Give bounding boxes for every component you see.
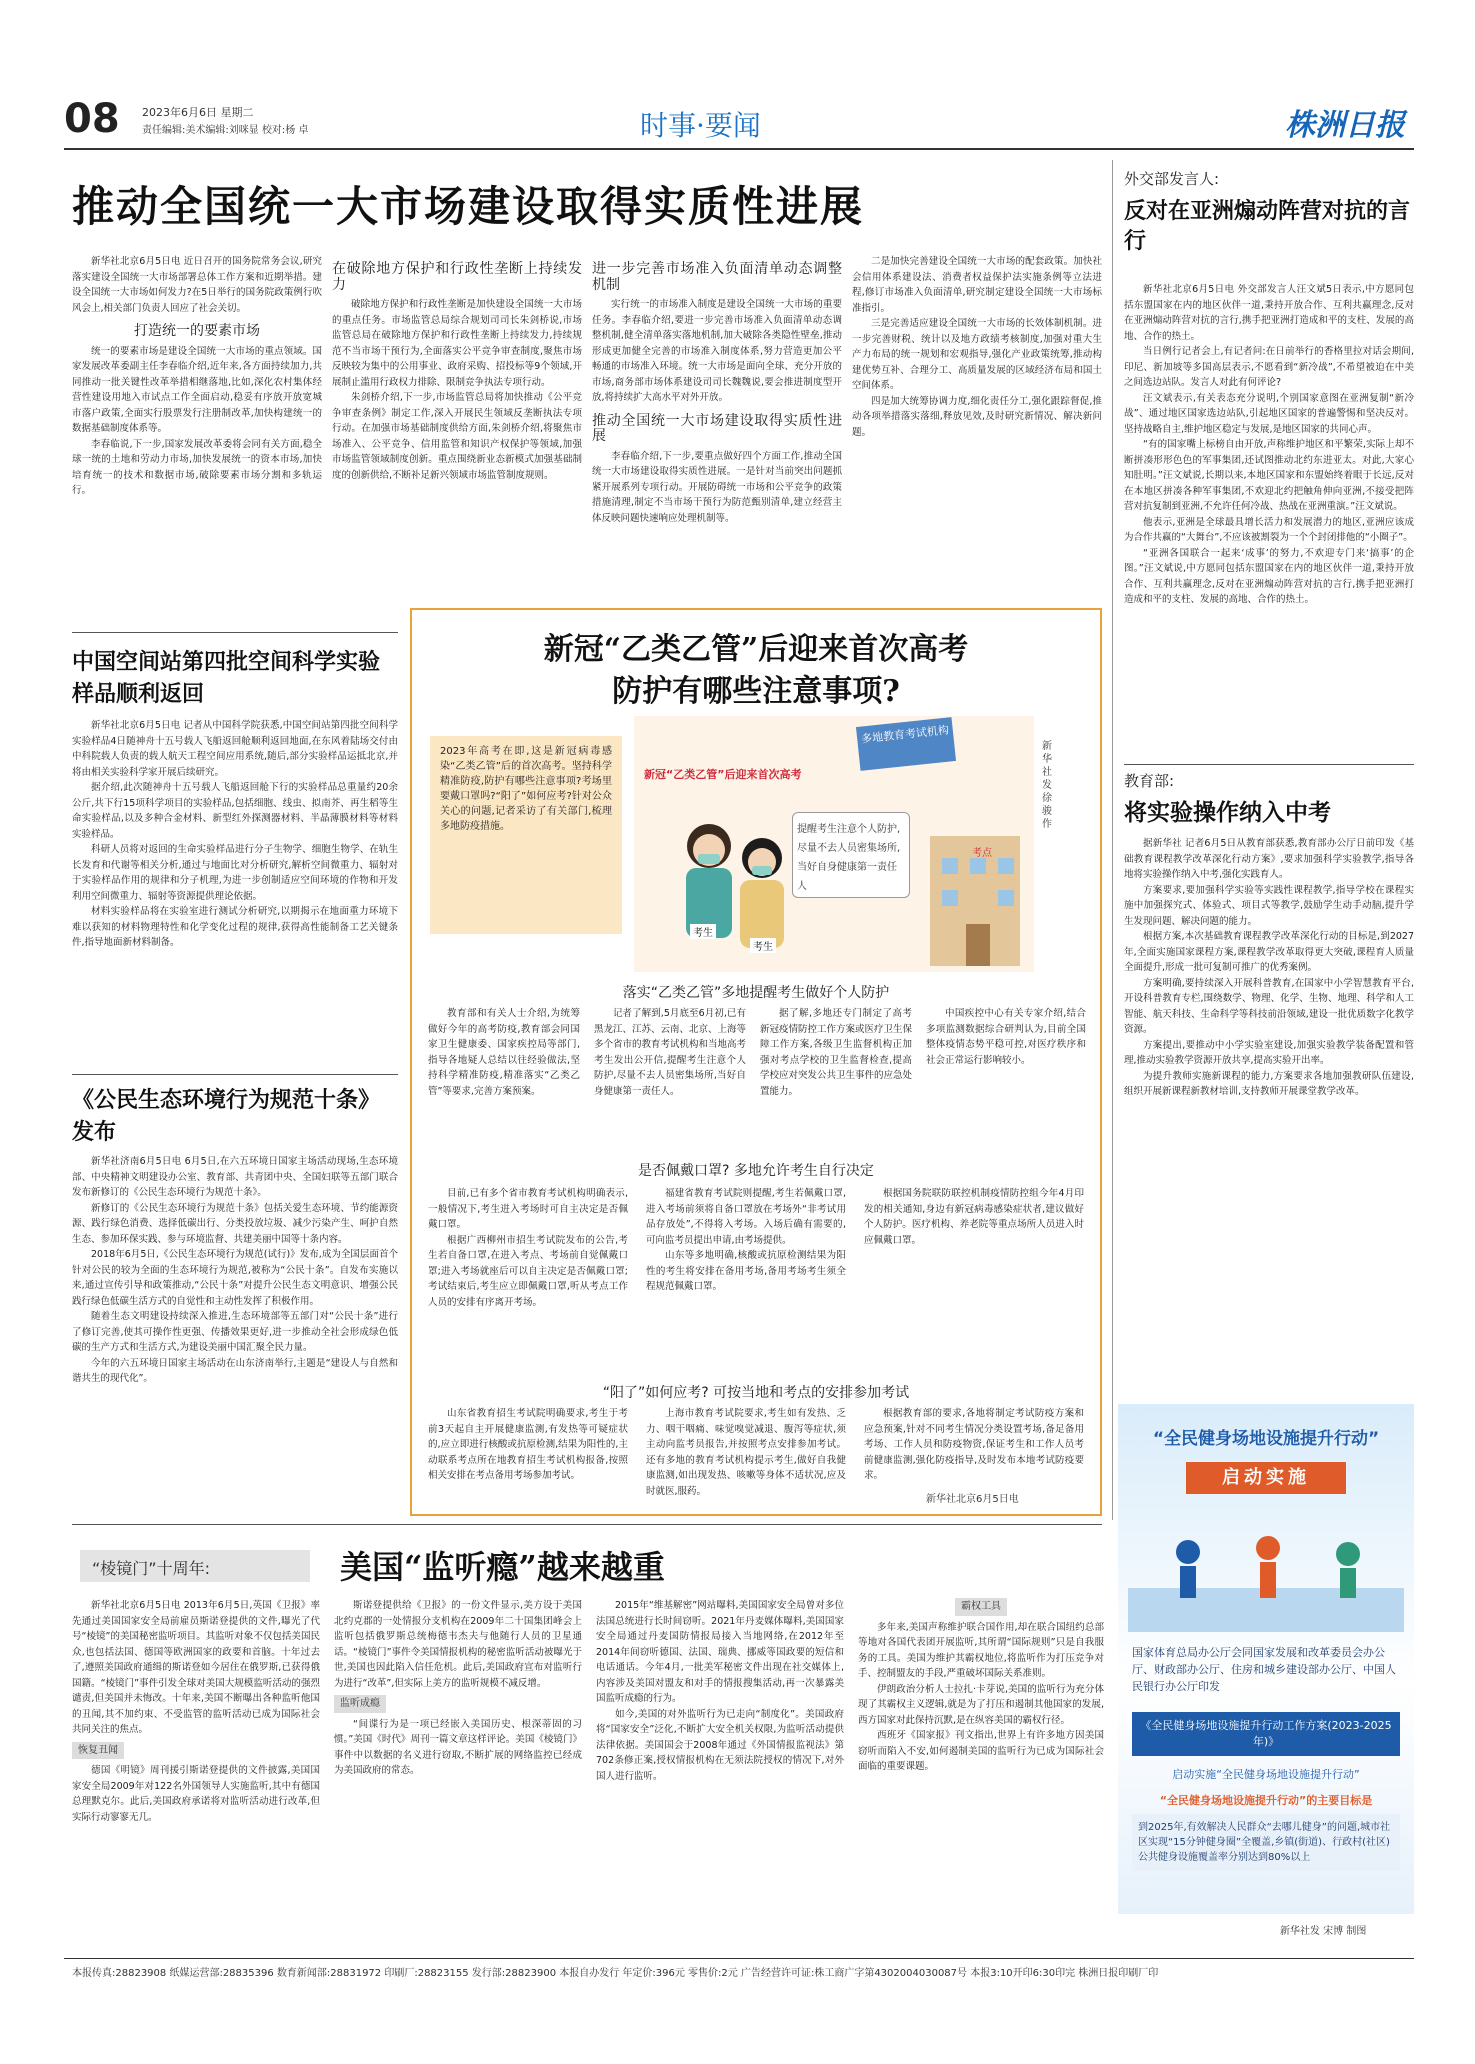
gaokao-section-2-heading: 是否佩戴口罩? 多地允许考生自行决定 (638, 1163, 874, 1179)
space-para: 材料实验样品将在实验室进行测试分析研究,以期揭示在地面重力环境下难以获知的材料物理特性和化学变化过程的规律,获得高性能制备工艺关键条件,指导地面新材料制备。 (72, 906, 398, 948)
gaokao-s3c: 根据教育部的要求,各地将制定考试防疫方案和应急预案,针对不同考生情况分类设置考场,备足备用考场、工作人员和防疫物资,保证考生和工作人员考前健康监测,强化防疫指导,及时发布本地考试防疫要求。 (864, 1408, 1084, 1481)
main-para-9: 四是加大统筹协调力度,细化责任分工,强化跟踪督促,推动各项举措落实落细,释放见效,及时研究新情况、解决新问题。 (852, 395, 1102, 438)
space-headline: 中国空间站第四批空间科学实验样品顺利返回 (72, 649, 381, 707)
gaokao-headline-2: 防护有哪些注意事项? (612, 674, 900, 709)
section-title: 时事·要闻 (640, 109, 761, 142)
gaokao-s1c: 据了解,多地还专门制定了高考新冠疫情防控工作方案或医疗卫生保障工作方案,各级卫生监督机构正加强对考点学校的卫生监督检查,提高学校应对突发公共卫生事件的应急处置能力。 (760, 1008, 912, 1097)
gaokao-s2b: 根据广西柳州市招生考试院发布的公告,考生若自备口罩,在进入考点、考场前自觉佩戴口罩;进入考场就座后可以自主决定是否佩戴口罩;考试结束后,考生应立即佩戴口罩,听从考点工作人员的安排有序离开考场。 (428, 1234, 628, 1308)
bottom-col1 (72, 1598, 320, 1952)
right-column-divider (1112, 160, 1113, 1520)
space-para: 科研人员将对返回的生命实验样品进行分子生物学、细胞生物学、在轨生长发育和代谢等相关分析,通过与地面比对分析研究,解析空间微重力、辐射对于实验样品作用的规律和分子机理,为进一步创制适应空间环境的作物和开发利用空间微重力、辐射等资源提供理论依据。 (72, 844, 398, 902)
right-top-para: 汪文斌表示,有关表态充分说明,个别国家意图在亚洲复制“新冷战”、通过地区国家选边站队,引起地区国家的普遍警惕和坚决反对。坚持战略自主,维护地区稳定与发展,是地区国家的共同心声。 (1124, 392, 1414, 435)
main-subhead-3: 进一步完善市场准入负面清单动态调整机制 (592, 261, 842, 293)
right-top-headline: 反对在亚洲煽动阵营对抗的言行 (1124, 198, 1411, 254)
main-para-3: 破除地方保护和行政性垄断是加快建设全国统一大市场的重点任务。市场监管总局综合规划司司长朱剑桥说,市场监管总局在破除地方保护和行政性垄断上持续发力,持续规范不当市场干预行为,全面落实公平竞争审查制度,聚焦市场反映较为集中的公用事业、政府采购、招投标等9个领域,开展制止滥用行政权力排除、限制竞争执法专项行动。 (332, 299, 582, 388)
eco-body (72, 1154, 398, 1504)
right-mid-para: 方案要求,要加强科学实验等实践性课程教学,指导学校在课程实施中加强探究式、体验式、项目式等教学,鼓励学生动手动脑,提升学生发现问题、解决问题的能力。 (1124, 884, 1414, 927)
gaokao-section-2-col3 (864, 1186, 1084, 1372)
main-subhead-1: 打造统一的要素市场 (134, 323, 260, 339)
right-top-para: 当日例行记者会上,有记者问:在日前举行的香格里拉对话会期间,印尼、新加坡等多国高层表示,不愿看到“新冷战”,不希望被迫在中美之间选边站队。发言人对此有何评论? (1124, 346, 1414, 388)
main-para-4: 朱剑桥介绍,下一步,市场监管总局将加快推动《公平竞争审查条例》制定工作,深入开展民生领域反垄断执法专项行动。在加强市场基础制度供给方面,朱剑桥介绍,将聚焦市场准入、公平竞争、信用监管和知识产权保护等领域,加强市场监管领域制度创新。重点围绕新业态新模式加强基础制度的创新供给,不断补足新兴领域市场监管制度规则。 (332, 392, 582, 481)
gaokao-section-2-col2 (646, 1186, 846, 1372)
eco-para: 今年的六五环境日国家主场活动在山东济南举行,主题是“建设人与自然和谐共生的现代化”。 (72, 1357, 398, 1384)
cartoon-label-1: 考生 (690, 924, 716, 939)
bottom-tag-3: 霸权工具 (955, 1598, 1007, 1616)
ad-title: “全民健身场地设施提升行动” (1152, 1429, 1380, 1449)
left-separator-1 (72, 632, 398, 633)
bottom-kicker: “棱镜门”十周年: (92, 1559, 210, 1578)
cartoon-label-2: 考生 (750, 938, 776, 953)
eco-headline: 《公民生态环境行为规范十条》发布 (72, 1087, 381, 1145)
ad-plan-title: 《全民健身场地设施提升行动工作方案(2023-2025年)》 (1132, 1712, 1400, 1756)
cartoon-bubble-text: 提醒考生注意个人防护,尽量不去人员密集场所,当好自身健康第一责任人 (797, 824, 901, 892)
gaokao-section-1-col3 (760, 1006, 912, 1156)
main-subhead-4: 推动全国统一大市场建设取得实质性进展 (592, 412, 842, 444)
right-top-kicker: 外交部发言人: (1124, 170, 1220, 188)
cartoon-school-building (920, 806, 1028, 966)
bottom-col2-para: 斯诺登提供给《卫报》的一份文件显示,美方设于美国北约克郡的一处情报分支机构在2009年二十国集团峰会上监听包括俄罗斯总统梅德韦杰夫与他随行人员的卫星通话。“棱镜门”事件令美国情报机构的秘密监听活动被曝光于世,美国也因此陷入信任危机。此后,美国政府宣布对监听行为进行“改革”,但实际上美方的监听规模不减反增。 (334, 1600, 582, 1689)
right-mid-body (1124, 836, 1414, 1396)
right-separator (1124, 764, 1414, 765)
gaokao-section-2-col1 (428, 1186, 628, 1372)
gaokao-section-1-col2 (594, 1006, 746, 1156)
bottom-col4 (858, 1598, 1104, 1952)
gaokao-intro: 2023年高考在即,这是新冠病毒感染“乙类乙管”后的首次高考。坚持科学精准防疫,防护有哪些注意事项?考场里要戴口罩吗?“阳了”如何应考?针对公众关心的问题,记者采访了有关部门,梳理多地防疫措施。 (440, 746, 612, 832)
main-para-7: 二是加快完善建设全国统一大市场的配套政策。加快社会信用体系建设法、消费者权益保护法实施条例等立法进程,修订市场准入负面清单,研究制定建设全国统一大市场标准指引。 (852, 256, 1102, 314)
main-para-1: 统一的要素市场是建设全国统一大市场的重点领域。国家发展改革委副主任李春临介绍,近年来,各方面持续加力,共同推动一批关键性改革举措相继落地,比如,深化农村集体经营性建设用地入市试点工作全面启动,稳妥有序放开放宽城市落户政策,全面实行股票发行注册制改革,加快构建统一的数据基础制度体系等。 (72, 345, 322, 434)
left-separator-2 (72, 1074, 398, 1075)
gaokao-section-1-col4 (926, 1006, 1086, 1156)
main-subhead-2: 在破除地方保护和行政性垄断上持续发力 (332, 261, 582, 293)
ad-launch: 启动实施 (1186, 1462, 1346, 1494)
eco-para: 新修订的《公民生态环境行为规范十条》包括关爱生态环境、节约能源资源、践行绿色消费、选择低碳出行、分类投放垃圾、减少污染产生、呵护自然生态、参加环保实践、参与环境监督、共建美丽中国等十条内容。 (72, 1202, 398, 1245)
bottom-col4-para: 多年来,美国声称维护联合国作用,却在联合国纽约总部等地对各国代表团开展监听,其所谓“国际规则”只是自我服务的工具。美国为维护其霸权地位,将监听作为打压竞争对手、控制盟友的手段,严重破坏国际关系准则。 (858, 1621, 1104, 1679)
cartoon-school-sign: 考点 (972, 848, 992, 859)
gaokao-dateline: 新华社北京6月5日电 (926, 1494, 1019, 1505)
gaokao-s1a: 教育部和有关人士介绍,为统筹做好今年的高考防疫,教育部会同国家卫生健康委、国家疾控局等部门,指导各地疑人总结以往经验做法,坚持科学精准防疫,精准落实“乙类乙管”等要求,完善方案预案。 (428, 1008, 580, 1097)
gaokao-s2e: 根据国务院联防联控机制疫情防控组今年4月印发的相关通知,身边有新冠病毒感染症状者,建议做好个人防护。医疗机构、养老院等重点场所人员进入时应佩戴口罩。 (864, 1188, 1084, 1246)
right-mid-para: 为提升教师实施新课程的能力,方案要求各地加强教研队伍建设,组织开展新课程新教材培训,支持教师开展课堂教学改革。 (1124, 1070, 1414, 1097)
bottom-col3b-para: 如今,美国的对外监听行为已走向“制度化”。美国政府将“国家安全”泛化,不断扩大安全机关权限,为监听活动提供法律依据。美国国会于2008年通过《外国情报监视法》第702条修正案,授权情报机构在无须法院授权的情况下,对外国人进行监听。 (596, 1708, 844, 1782)
main-headline: 推动全国统一大市场建设取得实质性进展 (72, 182, 865, 231)
cartoon-figures (674, 806, 794, 966)
header-rule (64, 148, 1414, 150)
space-para: 据介绍,此次随神舟十五号载人飞船返回舱下行的实验样品总重量约20余公斤,共下行15项科学项目的实验样品,包括细胞、线虫、拟南芥、再生稻等生命实验样品,以及多种合金材料、新型红外探测器材料、半晶薄膜材料等材料实验样品。 (72, 782, 398, 840)
eco-para: 随着生态文明建设持续深入推进,生态环境部等五部门对“公民十条”进行了修订完善,使其可操作性更强、传播效果更好,进一步推动全社会形成绿色低碳的生产方式和生活方式,为建设美丽中国汇聚全民力量。 (72, 1311, 398, 1353)
ad-start-note: 启动实施“全民健身场地设施提升行动” (1172, 1768, 1360, 1781)
bottom-col3-para: 2015年“维基解密”网站曝料,美国国家安全局曾对多位法国总统进行长时间窃听。2021年丹麦媒体曝料,美国国家安全局通过丹麦国防情报局接入当地网络,在2012年至2014年间窃听德国、法国、瑞典、挪威等国政要的短信和电话通话。今年4月,一批美军秘密文件出现在社交媒体上,内容涉及美国对盟友和对手的情报搜集活动,再一次暴露美国监听成瘾的行为。 (596, 1600, 844, 1704)
bottom-col1-para: 新华社北京6月5日电 2013年6月5日,英国《卫报》率先通过美国国家安全局前雇员斯诺登提供的文件,曝光了代号“棱镜”的美国秘密监听项目。其监听对象不仅包括美国民众,也包括法国、德国等欧洲国家的政要和首脑。十年过去了,遵照美国政府通缉的斯诺登如今居住在俄罗斯,已获得俄国籍。“棱镜门”事件引发全球对美国大规模监听活动的强烈谴责,但美国并未悔改。十年来,美国不断曝出各种监听他国的丑闻,其不加约束、不受监管的监听活动已成为国际社会共同关注的焦点。 (72, 1600, 320, 1735)
footer-rule (64, 1958, 1414, 1959)
bottom-tag-1: 恢复丑闻 (72, 1742, 124, 1760)
right-mid-para: 根据方案,本次基础教育课程教学改革深化行动的目标是,到2027年,全面实施国家课程方案,课程教学改革取得更大突破,课程育人质量全面提升,形成一批可复制可推广的优秀案例。 (1124, 931, 1414, 973)
cartoon-sign (856, 717, 956, 771)
gaokao-section-1-col1 (428, 1006, 580, 1156)
gaokao-s3a: 山东省教育招生考试院明确要求,考生于考前3天起自主开展健康监测,有发热等可疑症状的,应立即进行核酸或抗原检测,结果为阳性的,主动联系考点所在地教育招生考试机构报备,按照相关安排在考点备用考场参加考试。 (428, 1408, 628, 1481)
gaokao-s3b: 上海市教育考试院要求,考生如有发热、乏力、咽干咽痛、味觉嗅觉减退、腹泻等症状,须主动向监考员报告,并按照考点安排参加考试。还有多地的教育考试机构提示考生,做好自我健康监测,如出现发热、咳嗽等身体不适状况,应及时就医,服药。 (646, 1408, 846, 1497)
right-mid-para: 据新华社 记者6月5日从教育部获悉,教育部办公厅日前印发《基础教育课程教学改革深化行动方案》,要求加强科学实验教学,指导各地将实验操作纳入中考,强化实践育人。 (1124, 838, 1414, 880)
fitness-ad (1118, 1404, 1414, 1914)
page-number: 08 (64, 96, 120, 142)
cartoon-speech-bubble (792, 812, 910, 898)
student-mask-1 (698, 854, 720, 864)
editors-line: 责任编辑:美术编辑:刘咪显 校对:杨 卓 (142, 125, 309, 136)
bottom-col2 (334, 1598, 582, 1952)
eco-para: 2018年6月5日,《公民生态环境行为规范(试行)》发布,成为全国层面首个针对公民的较为全面的生态环境行为规范,被称为“公民十条”。自发布实施以来,通过宣传引导和政策推动,“公民十条”对提升公民生态文明意识、增强公民践行绿色低碳生活方式的自觉性和主动性发挥了积极作用。 (72, 1249, 398, 1307)
bottom-rule (72, 1524, 1102, 1525)
gaokao-s1b: 记者了解到,5月底至6月初,已有黑龙江、江苏、云南、北京、上海等多个省市的教育考试机构和当地高考考生发出公开信,提醒考生注意个人防护,尽量不去人员密集场所,当好自身健康第一责任人。 (594, 1008, 746, 1097)
right-top-body (1124, 282, 1414, 760)
ad-issuers: 国家体育总局办公厅会同国家发展和改革委员会办公厅、财政部办公厅、住房和城乡建设部办公厅、中国人民银行办公厅印发 (1132, 1646, 1396, 1693)
right-top-para: “有的国家嘴上标榜自由开放,声称维护地区和平繁荣,实际上却不断拼凑形形色色的军事集团,还试图推动北约东进亚太。对此,大家心知肚明。”汪文斌说,长期以来,本地区国家和东盟始终着眼于长远,反对在本地区拼凑各种军事集团,不欢迎北约把触角伸向亚洲,不接受把阵营对抗复制到亚洲,不允许任何冷战、热战在亚洲重演。”汪文斌说。 (1124, 439, 1414, 512)
student-mask-2 (752, 866, 772, 875)
gaokao-s2a: 目前,已有多个省市教育考试机构明确表示,一般情况下,考生进入考场时可自主决定是否佩戴口罩。 (428, 1188, 628, 1230)
right-top-para: 新华社北京6月5日电 外交部发言人汪文斌5日表示,中方愿同包括东盟国家在内的地区伙伴一道,秉持开放合作、互利共赢理念,反对在亚洲煽动阵营对抗的言行,携手把亚洲打造成和平的支柱、发展的高地、合作的热土。 (1124, 284, 1414, 342)
gaokao-section-3-heading: “阳了”如何应考? 可按当地和考点的安排参加考试 (602, 1385, 910, 1401)
paper-logo: 株洲日报 (1285, 108, 1405, 143)
gaokao-section-3-col1 (428, 1406, 628, 1502)
right-mid-kicker: 教育部: (1124, 772, 1175, 790)
bottom-col2b-para: “间谍行为是一项已经嵌入美国历史、根深蒂固的习惯。”美国《时代》周刊一篇文章这样评论。美国《棱镜门》事件中以数据的名义进行窃取,不断扩展的网络监控已经成为美国政府的常态。 (334, 1718, 582, 1776)
right-top-para: 他表示,亚洲是全球最具增长活力和发展潜力的地区,亚洲应该成为合作共赢的“大舞台”,不应该被割裂为一个个封闭排他的“小圈子”。 (1124, 516, 1414, 543)
ad-goal-label: “全民健身场地设施提升行动”的主要目标是 (1159, 1794, 1373, 1807)
cartoon-credit: 新华社发 徐骏作 (1042, 741, 1052, 830)
ad-runners-illustration (1128, 1508, 1404, 1632)
cartoon-title: 新冠“乙类乙管”后迎来首次高考 (644, 768, 802, 781)
gaokao-section-3-col3 (864, 1406, 1084, 1486)
main-article-col3 (592, 254, 842, 526)
bottom-tag-2: 监听成瘾 (334, 1695, 386, 1713)
bottom-col3 (596, 1598, 844, 1952)
date-line: 2023年6月6日 星期二 (142, 106, 254, 119)
main-para-6: 李春临介绍,下一步,要重点做好四个方面工作,推动全国统一大市场建设取得实质性进展。一是针对当前突出问题抓紧开展系列专项行动。开展防碍统一市场和公平竞争的政策措施清理,制定不当市场干预行为防范甄别清单,建立经营主体反映问题快速响应处理机制等。 (592, 450, 842, 524)
main-article-col2 (332, 254, 582, 483)
main-lead: 新华社北京6月5日电 近日召开的国务院常务会议,研究落实建设全国统一大市场部署总体工作方案和近期举措。建设全国统一大市场如何发力?在5日举行的国务院政策例行吹风会上,相关部门负责人回应了社会关切。 (72, 256, 322, 314)
ad-goal: 到2025年,有效解决人民群众“去哪儿健身”的问题,城市社区实现“15分钟健身圈”全覆盖,乡镇(街道)、行政村(社区)公共健身设施覆盖率分别达到80%以上 (1132, 1814, 1400, 1871)
right-mid-para: 方案提出,要推动中小学实验室建设,加强实验教学装备配置和管理,推动实验教学资源开放共享,提高实验开出率。 (1124, 1039, 1414, 1066)
gaokao-section-3-col2 (646, 1406, 846, 1502)
cartoon-sign-text: 多地教育考试机构 (860, 723, 950, 746)
bottom-col1b-para: 德国《明镜》周刊援引斯诺登提供的文件披露,美国国家安全局2009年对122名外国领导人实施监听,其中有德国总理默克尔。此后,美国政府承诺将对监听活动进行改革,但实际行动寥寥无几。 (72, 1765, 320, 1823)
gaokao-headline-1: 新冠“乙类乙管”后迎来首次高考 (543, 632, 969, 667)
space-body (72, 718, 398, 1070)
right-top-para: “亚洲各国联合一起来‘成事’的努力,不欢迎专门来‘搞事’的企图。”汪文斌说,中方愿同包括东盟国家在内的地区伙伴一道,秉持开放合作、互利共赢理念,反对在亚洲煽动阵营对抗的言行,携手把亚洲打造成和平的支柱、发展的高地、合作的热土。 (1124, 547, 1414, 605)
eco-para: 新华社济南6月5日电 6月5日,在六五环境日国家主场活动现场,生态环境部、中央精神文明建设办公室、教育部、共青团中央、全国妇联等五部门联合发布新修订的《公民生态环境行为规范十条》。 (72, 1156, 398, 1198)
gaokao-section-1-heading: 落实“乙类乙管”多地提醒考生做好个人防护 (622, 985, 890, 1001)
right-mid-para: 方案明确,要持续深入开展科普教育,在国家中小学智慧教育平台,开设科普教育专栏,围绕数学、物理、化学、生物、地理、科学和人工智能、航天科技、生命科学等科技前沿领域,建设一批优质数字化教学资源。 (1124, 977, 1414, 1035)
main-article-col4 (852, 254, 1102, 440)
ad-credit: 新华社发 宋博 制图 (1280, 1926, 1367, 1937)
space-para: 新华社北京6月5日电 记者从中国科学院获悉,中国空间站第四批空间科学实验样品4日随神舟十五号载人飞船返回舱顺利返回地面,在东风着陆场交付由中科院载人负责的载人航天工程空间应用系统,随后,部分实验样品运抵北京,并将由相关实验科学家开展后续研究。 (72, 720, 398, 778)
footer-info: 本报传真:28823908 纸媒运营部:28835396 数育新闻部:28831972 印刷厂:28823155 发行部:28823900 本报自办发行 年定价:396元 零售价:2元 广告经营许可证:株工商广字第4302004030087号 本报3:10开印6:30印完 株洲日报印刷厂印 (72, 1968, 1159, 1979)
bottom-col4b-para: 伊朗政治分析人士拉扎·卡芽说,美国的监听行为充分体现了其霸权主义逻辑,就是为了打压和遏制其他国家的发展,西方国家对此保持沉默,是在纵容美国的霸权行径。 (858, 1683, 1104, 1726)
main-para-8: 三是完善适应建设全国统一大市场的长效体制机制。进一步完善财税、统计以及地方政绩考核制度,加强对重大生产力布局的统一规划和宏观指导,强化产业政策统筹,推动构建优势互补、合理分工、高质量发展的区域经济布局和国土空间体系。 (852, 318, 1102, 391)
main-article-col1 (72, 254, 322, 499)
gaokao-s2c: 福建省教育考试院则提醒,考生若佩戴口罩,进入考场前须将自备口罩放在考场外“非考试用品存放处”,不得将入考场。入场后确有需要的,可向监考员提出申请,由考场提供。 (646, 1188, 846, 1246)
bottom-headline: 美国“监听瘾”越来越重 (340, 1548, 665, 1586)
main-para-5: 实行统一的市场准入制度是建设全国统一大市场的重要任务。李春临介绍,要进一步完善市场准入负面清单动态调整机制,健全清单落实落地机制,加大破除各类隐性壁垒,推动形成更加健全完善的市场准入制度体系,努力营造更加公平畅通的市场准入环境。统一大市场是面向全球、充分开放的市场,商务部市场体系建设司司长魏魏说,要会推进制度型开放,将持续扩大高水平对外开放。 (592, 299, 842, 403)
gaokao-s2d: 山东等多地明确,核酸或抗原检测结果为阳性的考生将安排在备用考场,备用考场考生须全程规范佩戴口罩。 (646, 1250, 846, 1292)
right-mid-headline: 将实验操作纳入中考 (1124, 799, 1331, 826)
bottom-col4c-para: 西班牙《国家报》刊文指出,世界上有许多地方因美国窃听而陷入不安,如何遏制美国的监听行为已成为国际社会面临的重要课题。 (858, 1730, 1104, 1772)
gaokao-s1d: 中国疾控中心有关专家介绍,结合多项监测数据综合研判认为,目前全国整体疫情态势平稳可控,对医疗秩序和社会正常运行影响较小。 (926, 1008, 1086, 1066)
main-para-2: 李春临说,下一步,国家发展改革委将会同有关方面,稳全球一统的土地和劳动力市场,加快发展统一的资本市场,加快培育统一的技术和数据市场,破除要素市场分割和多轨运行。 (72, 438, 322, 496)
gaokao-cartoon (634, 716, 1034, 972)
